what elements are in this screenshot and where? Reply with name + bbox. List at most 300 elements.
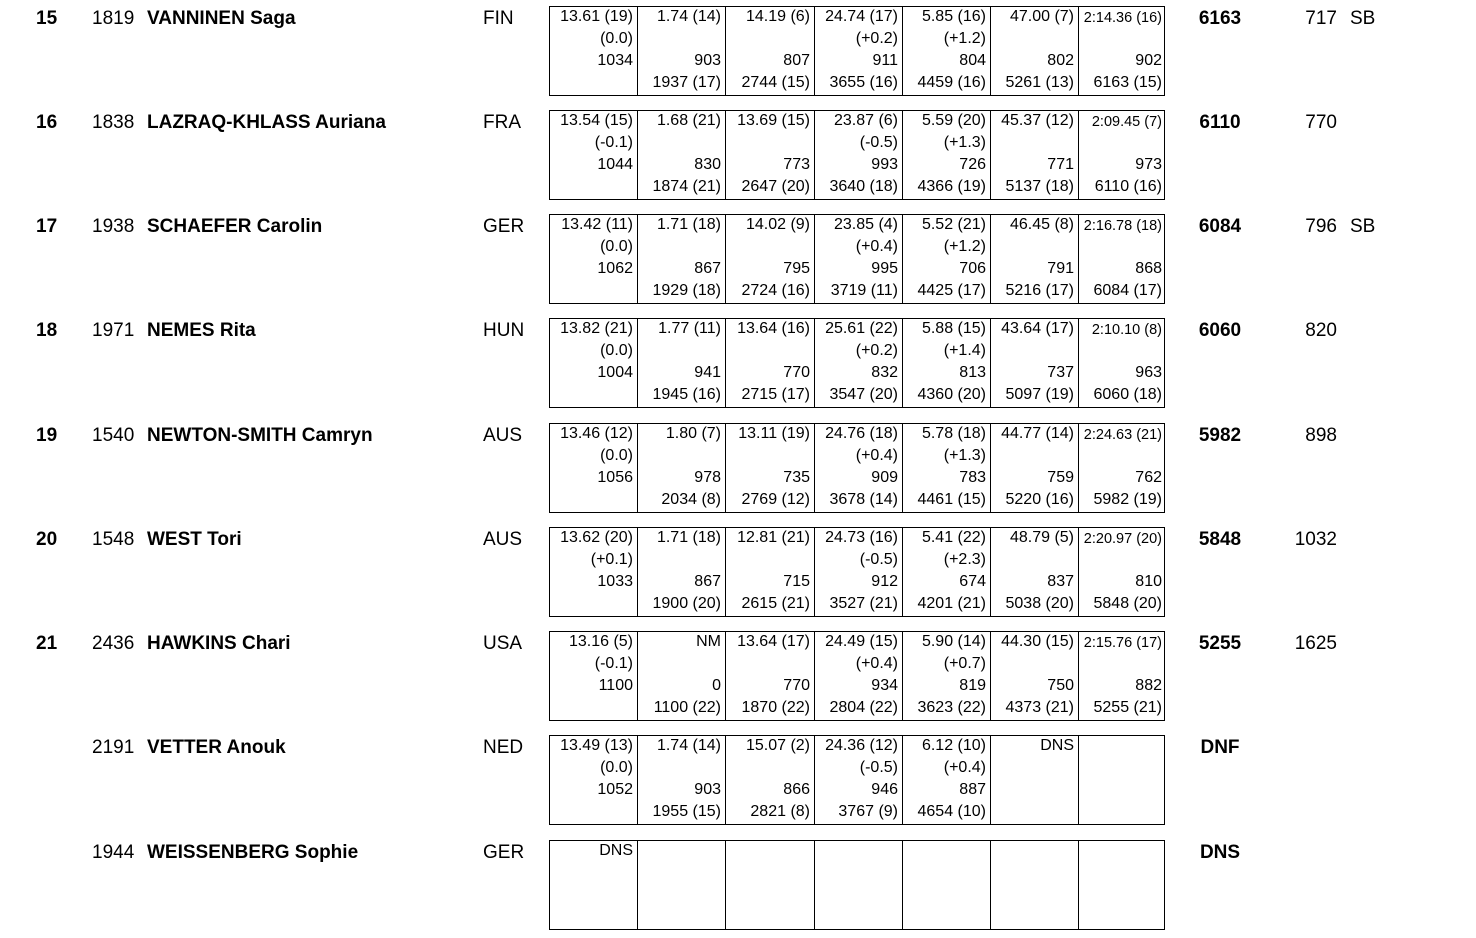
event-performance: 2:15.76 (17) xyxy=(1083,635,1162,651)
event-cell xyxy=(726,319,815,407)
event-points: 1052 xyxy=(597,781,633,798)
athlete-name: WEISSENBERG Sophie xyxy=(147,842,359,863)
event-performance: 15.07 (2) xyxy=(745,737,810,754)
event-points: 993 xyxy=(871,156,898,173)
event-points: 867 xyxy=(694,260,721,277)
event-points: 795 xyxy=(783,260,810,277)
event-cell xyxy=(726,424,815,512)
event-cell xyxy=(815,215,903,303)
event-performance: 13.64 (17) xyxy=(737,633,810,650)
cumulative-points: 5848 (20) xyxy=(1093,595,1162,612)
event-points: 941 xyxy=(694,364,721,381)
event-cell xyxy=(991,736,1079,824)
event-performance: 5.78 (18) xyxy=(921,425,986,442)
event-cell xyxy=(815,319,903,407)
athlete-row xyxy=(0,4,1476,104)
event-grid xyxy=(549,631,1165,721)
wind-reading: (+0.4) xyxy=(855,447,898,464)
event-points: 963 xyxy=(1135,364,1162,381)
event-cell xyxy=(815,841,903,929)
event-points: 1033 xyxy=(597,573,633,590)
wind-reading: (-0.5) xyxy=(859,759,898,776)
wind-reading: (-0.1) xyxy=(594,655,633,672)
total-points: 5255 xyxy=(1198,633,1242,654)
event-cell xyxy=(638,215,726,303)
event-performance: 24.74 (17) xyxy=(825,8,898,25)
event-performance: 2:16.78 (18) xyxy=(1083,218,1162,234)
cumulative-points: 2715 (17) xyxy=(741,386,810,403)
event-performance: 1.74 (14) xyxy=(656,737,721,754)
wind-reading: (+0.1) xyxy=(590,551,633,568)
event-points: 978 xyxy=(694,469,721,486)
wind-reading: (0.0) xyxy=(600,447,633,464)
bib-number: 1944 xyxy=(92,842,135,863)
event-cell xyxy=(726,215,815,303)
event-cell xyxy=(991,841,1079,929)
bib-number: 1838 xyxy=(92,112,135,133)
cumulative-points: 3655 (16) xyxy=(829,74,898,91)
athlete-row xyxy=(0,212,1476,312)
event-performance: 13.61 (19) xyxy=(560,8,633,25)
event-performance: 24.36 (12) xyxy=(825,737,898,754)
event-performance: NM xyxy=(696,633,721,650)
cumulative-points: 4654 (10) xyxy=(917,803,986,820)
event-performance: 2:24.63 (21) xyxy=(1083,427,1162,443)
event-cell xyxy=(903,528,991,616)
event-performance: 1.80 (7) xyxy=(665,425,721,442)
cumulative-points: 5255 (21) xyxy=(1093,699,1162,716)
event-performance: 5.88 (15) xyxy=(921,320,986,337)
total-points: 5848 xyxy=(1198,529,1242,550)
cumulative-points: 1870 (22) xyxy=(741,699,810,716)
event-cell xyxy=(1079,215,1166,303)
event-cell xyxy=(903,736,991,824)
event-performance: 14.19 (6) xyxy=(745,8,810,25)
cumulative-points: 4373 (21) xyxy=(1005,699,1074,716)
event-cell xyxy=(550,424,638,512)
event-performance: 13.64 (16) xyxy=(737,320,810,337)
event-performance: 13.11 (19) xyxy=(738,425,810,442)
record-note: SB xyxy=(1350,216,1376,237)
cumulative-points: 4461 (15) xyxy=(917,491,986,508)
cumulative-points: 1955 (15) xyxy=(652,803,721,820)
event-performance: 13.82 (21) xyxy=(560,320,633,337)
points-behind: 770 xyxy=(1305,112,1337,133)
cumulative-points: 4459 (16) xyxy=(917,74,986,91)
cumulative-points: 2804 (22) xyxy=(829,699,898,716)
wind-reading: (-0.5) xyxy=(859,551,898,568)
event-cell xyxy=(638,7,726,95)
nationality: NED xyxy=(483,737,524,758)
total-points: 6084 xyxy=(1198,216,1242,237)
event-cell xyxy=(550,632,638,720)
event-points: 706 xyxy=(959,260,986,277)
athlete-name: VETTER Anouk xyxy=(147,737,286,758)
event-points: 737 xyxy=(1047,364,1074,381)
wind-reading: (+1.3) xyxy=(943,134,986,151)
event-cell xyxy=(815,7,903,95)
cumulative-points: 2615 (21) xyxy=(741,595,810,612)
event-points: 868 xyxy=(1135,260,1162,277)
bib-number: 1540 xyxy=(92,425,135,446)
event-cell xyxy=(638,319,726,407)
event-points: 771 xyxy=(1047,156,1074,173)
event-cell xyxy=(991,215,1079,303)
event-cell xyxy=(903,424,991,512)
event-cell xyxy=(1079,424,1166,512)
athlete-row xyxy=(0,733,1476,833)
cumulative-points: 5216 (17) xyxy=(1005,282,1074,299)
nationality: USA xyxy=(483,633,523,654)
event-cell xyxy=(1079,632,1166,720)
cumulative-points: 6163 (15) xyxy=(1093,74,1162,91)
event-cell xyxy=(1079,841,1166,929)
event-cell xyxy=(638,841,726,929)
event-performance: 5.90 (14) xyxy=(921,633,986,650)
event-points: 1062 xyxy=(597,260,633,277)
points-behind: 820 xyxy=(1305,320,1337,341)
athlete-row xyxy=(0,629,1476,729)
bib-number: 1819 xyxy=(92,8,135,29)
event-performance: 5.85 (16) xyxy=(921,8,986,25)
event-performance: 13.42 (11) xyxy=(561,216,633,233)
cumulative-points: 3527 (21) xyxy=(829,595,898,612)
event-cell xyxy=(726,111,815,199)
wind-reading: (-0.1) xyxy=(594,134,633,151)
event-cell xyxy=(550,7,638,95)
athlete-name: WEST Tori xyxy=(147,529,242,550)
cumulative-points: 3719 (11) xyxy=(830,282,898,299)
event-cell xyxy=(991,7,1079,95)
event-cell xyxy=(903,7,991,95)
event-cell xyxy=(726,528,815,616)
event-points: 867 xyxy=(694,573,721,590)
event-cell xyxy=(726,632,815,720)
event-performance: 44.77 (14) xyxy=(1001,425,1074,442)
event-performance: 2:09.45 (7) xyxy=(1091,114,1162,130)
event-cell xyxy=(903,841,991,929)
event-points: 750 xyxy=(1047,677,1074,694)
athlete-name: HAWKINS Chari xyxy=(147,633,291,654)
wind-reading: (0.0) xyxy=(600,30,633,47)
event-performance: 25.61 (22) xyxy=(825,320,898,337)
event-cell xyxy=(726,7,815,95)
event-performance: 14.02 (9) xyxy=(745,216,810,233)
event-points: 735 xyxy=(783,469,810,486)
event-points: 832 xyxy=(871,364,898,381)
athlete-row xyxy=(0,421,1476,521)
event-performance: 48.79 (5) xyxy=(1009,529,1074,546)
event-grid xyxy=(549,527,1165,617)
wind-reading: (+0.4) xyxy=(943,759,986,776)
wind-reading: (+2.3) xyxy=(943,551,986,568)
points-behind: 1625 xyxy=(1294,633,1337,654)
nationality: FIN xyxy=(483,8,514,29)
event-cell xyxy=(991,424,1079,512)
cumulative-points: 2821 (8) xyxy=(750,803,810,820)
event-performance: 47.00 (7) xyxy=(1009,8,1074,25)
event-cell xyxy=(550,736,638,824)
bib-number: 1548 xyxy=(92,529,135,550)
event-points: 934 xyxy=(871,677,898,694)
nationality: HUN xyxy=(483,320,525,341)
cumulative-points: 3767 (9) xyxy=(838,803,898,820)
event-points: 973 xyxy=(1135,156,1162,173)
event-cell xyxy=(991,111,1079,199)
total-points: 6163 xyxy=(1198,8,1242,29)
event-cell xyxy=(550,111,638,199)
cumulative-points: 5097 (19) xyxy=(1005,386,1074,403)
event-points: 674 xyxy=(959,573,986,590)
event-cell xyxy=(815,111,903,199)
event-cell xyxy=(638,528,726,616)
cumulative-points: 2744 (15) xyxy=(741,74,810,91)
event-cell xyxy=(815,736,903,824)
event-points: 902 xyxy=(1135,52,1162,69)
event-cell xyxy=(550,215,638,303)
athlete-row xyxy=(0,316,1476,416)
cumulative-points: 6110 (16) xyxy=(1094,178,1162,195)
athlete-name: NEMES Rita xyxy=(147,320,256,341)
cumulative-points: 1100 (22) xyxy=(653,699,721,716)
rank: 21 xyxy=(36,633,58,654)
wind-reading: (0.0) xyxy=(600,759,633,776)
event-performance: 45.37 (12) xyxy=(1001,112,1074,129)
event-cell xyxy=(1079,111,1166,199)
event-points: 807 xyxy=(783,52,810,69)
wind-reading: (0.0) xyxy=(600,342,633,359)
event-points: 0 xyxy=(712,677,721,694)
wind-reading: (+1.3) xyxy=(943,447,986,464)
event-performance: 13.16 (5) xyxy=(568,633,633,650)
rank: 16 xyxy=(36,112,58,133)
event-points: 810 xyxy=(1135,573,1162,590)
points-behind: 717 xyxy=(1305,8,1337,29)
nationality: FRA xyxy=(483,112,521,133)
cumulative-points: 1900 (20) xyxy=(652,595,721,612)
event-performance: 1.74 (14) xyxy=(656,8,721,25)
event-performance: 23.87 (6) xyxy=(833,112,898,129)
cumulative-points: 4360 (20) xyxy=(917,386,986,403)
event-points: 1004 xyxy=(597,364,633,381)
event-points: 819 xyxy=(959,677,986,694)
event-points: 804 xyxy=(959,52,986,69)
athlete-name: NEWTON-SMITH Camryn xyxy=(147,425,373,446)
event-cell xyxy=(1079,736,1166,824)
event-points: 882 xyxy=(1135,677,1162,694)
event-grid xyxy=(549,110,1165,200)
wind-reading: (+0.2) xyxy=(855,30,898,47)
cumulative-points: 5220 (16) xyxy=(1005,491,1074,508)
event-points: 759 xyxy=(1047,469,1074,486)
event-performance: 2:20.97 (20) xyxy=(1083,531,1162,547)
nationality: AUS xyxy=(483,529,523,550)
event-points: 830 xyxy=(694,156,721,173)
cumulative-points: 3623 (22) xyxy=(917,699,986,716)
nationality: GER xyxy=(483,842,525,863)
cumulative-points: 1929 (18) xyxy=(652,282,721,299)
cumulative-points: 6060 (18) xyxy=(1093,386,1162,403)
event-points: 866 xyxy=(783,781,810,798)
event-performance: 13.54 (15) xyxy=(560,112,633,129)
event-points: 802 xyxy=(1047,52,1074,69)
total-points: DNF xyxy=(1200,737,1240,758)
event-points: 1044 xyxy=(597,156,633,173)
event-cell xyxy=(815,632,903,720)
event-points: 903 xyxy=(694,781,721,798)
event-performance: 43.64 (17) xyxy=(1001,320,1074,337)
event-points: 1100 xyxy=(598,677,633,694)
event-grid xyxy=(549,214,1165,304)
event-cell xyxy=(726,736,815,824)
event-points: 783 xyxy=(959,469,986,486)
wind-reading: (+0.7) xyxy=(943,655,986,672)
cumulative-points: 1945 (16) xyxy=(652,386,721,403)
cumulative-points: 2034 (8) xyxy=(661,491,721,508)
points-behind: 1032 xyxy=(1294,529,1337,550)
cumulative-points: 5261 (13) xyxy=(1005,74,1074,91)
event-performance: 13.62 (20) xyxy=(560,529,633,546)
event-performance: 2:10.10 (8) xyxy=(1091,322,1162,338)
total-points: DNS xyxy=(1199,842,1241,863)
event-points: 726 xyxy=(959,156,986,173)
cumulative-points: 4366 (19) xyxy=(917,178,986,195)
event-performance: 6.12 (10) xyxy=(921,737,986,754)
cumulative-points: 5137 (18) xyxy=(1005,178,1074,195)
event-points: 837 xyxy=(1047,573,1074,590)
event-cell xyxy=(903,215,991,303)
event-cell xyxy=(638,632,726,720)
rank: 15 xyxy=(36,8,58,29)
athlete-name: VANNINEN Saga xyxy=(147,8,296,29)
event-points: 762 xyxy=(1135,469,1162,486)
cumulative-points: 4201 (21) xyxy=(917,595,986,612)
wind-reading: (+0.2) xyxy=(855,342,898,359)
cumulative-points: 1874 (21) xyxy=(652,178,721,195)
cumulative-points: 2647 (20) xyxy=(741,178,810,195)
event-cell xyxy=(550,528,638,616)
event-performance: 13.69 (15) xyxy=(737,112,810,129)
bib-number: 2436 xyxy=(92,633,135,654)
event-points: 909 xyxy=(871,469,898,486)
wind-reading: (+0.4) xyxy=(855,238,898,255)
event-cell xyxy=(903,632,991,720)
event-points: 946 xyxy=(871,781,898,798)
wind-reading: (-0.5) xyxy=(859,134,898,151)
points-behind: 898 xyxy=(1305,425,1337,446)
event-points: 903 xyxy=(694,52,721,69)
event-performance: 5.59 (20) xyxy=(921,112,986,129)
cumulative-points: 3640 (18) xyxy=(829,178,898,195)
cumulative-points: 5982 (19) xyxy=(1093,491,1162,508)
event-points: 912 xyxy=(871,573,898,590)
total-points: 6060 xyxy=(1198,320,1242,341)
event-performance: DNS xyxy=(1040,737,1074,754)
event-performance: 24.73 (16) xyxy=(825,529,898,546)
event-performance: 5.41 (22) xyxy=(921,529,986,546)
event-performance: 1.77 (11) xyxy=(658,320,721,337)
event-points: 1034 xyxy=(597,52,633,69)
points-behind: 796 xyxy=(1305,216,1337,237)
nationality: AUS xyxy=(483,425,523,446)
wind-reading: (+0.4) xyxy=(855,655,898,672)
event-performance: 5.52 (21) xyxy=(921,216,986,233)
athlete-row xyxy=(0,108,1476,208)
event-performance: 1.71 (18) xyxy=(656,216,721,233)
event-points: 770 xyxy=(783,364,810,381)
event-points: 791 xyxy=(1047,260,1074,277)
event-cell xyxy=(1079,528,1166,616)
event-performance: 13.49 (13) xyxy=(560,737,633,754)
cumulative-points: 4425 (17) xyxy=(917,282,986,299)
event-cell xyxy=(815,424,903,512)
event-performance: 24.49 (15) xyxy=(825,633,898,650)
total-points: 5982 xyxy=(1198,425,1242,446)
event-points: 995 xyxy=(871,260,898,277)
event-cell xyxy=(550,841,638,929)
event-cell xyxy=(903,319,991,407)
bib-number: 2191 xyxy=(92,737,135,758)
bib-number: 1938 xyxy=(92,216,135,237)
event-points: 715 xyxy=(783,573,810,590)
event-cell xyxy=(638,424,726,512)
rank: 20 xyxy=(36,529,58,550)
wind-reading: (0.0) xyxy=(600,238,633,255)
event-cell xyxy=(991,319,1079,407)
event-grid xyxy=(549,6,1165,96)
athlete-row xyxy=(0,838,1476,938)
rank: 18 xyxy=(36,320,58,341)
event-performance: DNS xyxy=(599,842,633,859)
event-cell xyxy=(1079,7,1166,95)
cumulative-points: 3547 (20) xyxy=(829,386,898,403)
event-cell xyxy=(991,528,1079,616)
rank: 19 xyxy=(36,425,58,446)
total-points: 6110 xyxy=(1199,112,1241,133)
bib-number: 1971 xyxy=(92,320,135,341)
event-cell xyxy=(903,111,991,199)
wind-reading: (+1.4) xyxy=(943,342,986,359)
event-cell xyxy=(726,841,815,929)
event-performance: 24.76 (18) xyxy=(825,425,898,442)
event-performance: 1.68 (21) xyxy=(656,112,721,129)
nationality: GER xyxy=(483,216,525,237)
cumulative-points: 5038 (20) xyxy=(1005,595,1074,612)
athlete-row xyxy=(0,525,1476,625)
event-points: 887 xyxy=(959,781,986,798)
event-points: 770 xyxy=(783,677,810,694)
cumulative-points: 2724 (16) xyxy=(741,282,810,299)
event-grid xyxy=(549,840,1165,930)
cumulative-points: 6084 (17) xyxy=(1093,282,1162,299)
event-grid xyxy=(549,423,1165,513)
event-points: 773 xyxy=(783,156,810,173)
event-performance: 46.45 (8) xyxy=(1009,216,1074,233)
cumulative-points: 2769 (12) xyxy=(741,491,810,508)
record-note: SB xyxy=(1350,8,1376,29)
event-cell xyxy=(815,528,903,616)
athlete-name: SCHAEFER Carolin xyxy=(147,216,323,237)
event-performance: 23.85 (4) xyxy=(833,216,898,233)
cumulative-points: 1937 (17) xyxy=(652,74,721,91)
wind-reading: (+1.2) xyxy=(943,238,986,255)
event-cell xyxy=(991,632,1079,720)
event-performance: 44.30 (15) xyxy=(1001,633,1074,650)
event-performance: 12.81 (21) xyxy=(737,529,810,546)
event-cell xyxy=(550,319,638,407)
event-cell xyxy=(638,111,726,199)
event-performance: 1.71 (18) xyxy=(656,529,721,546)
